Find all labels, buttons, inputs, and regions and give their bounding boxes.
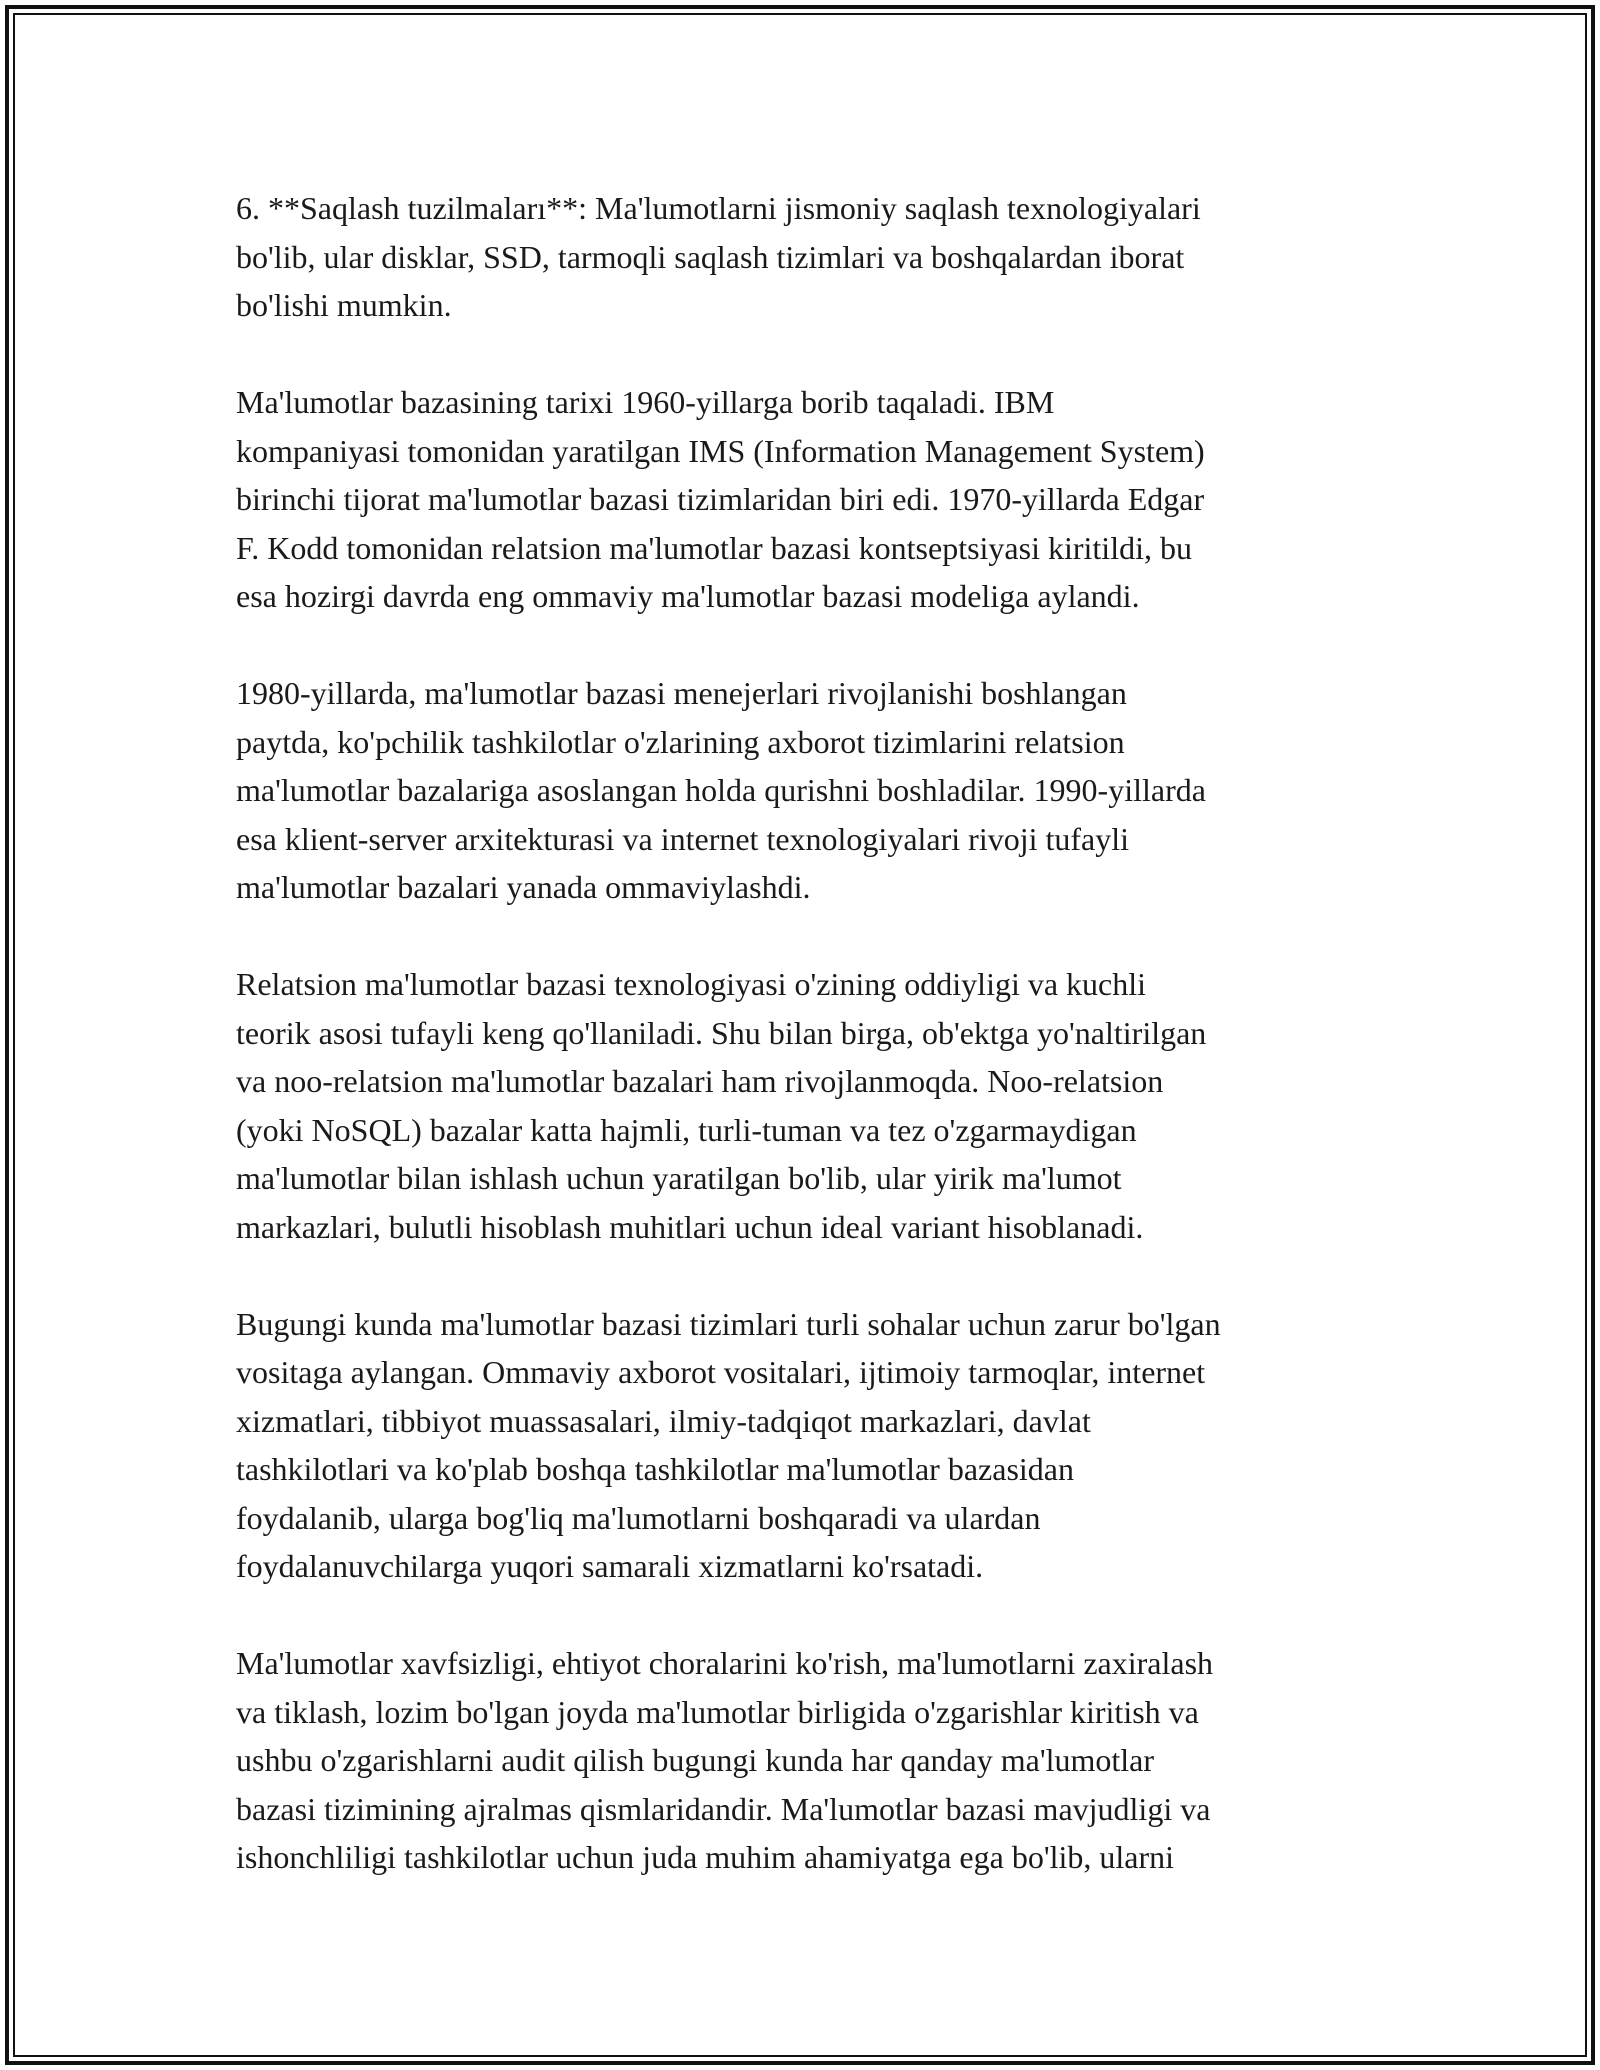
text-line: ishonchliligi tashkilotlar uchun juda muhim ahamiyatga ega bo'lib, ularni [236, 1839, 1175, 1875]
text-line: ma'lumotlar bilan ishlash uchun yaratilgan bo'lib, ular yirik ma'lumot [236, 1160, 1122, 1196]
text-line: esa hozirgi davrda eng ommaviy ma'lumotlar bazasi modeliga aylandi. [236, 578, 1140, 614]
text-line: bo'lib, ular disklar, SSD, tarmoqli saqlash tizimlari va boshqalardan iborat [236, 238, 1185, 275]
text-line: vositaga aylangan. Ommaviy axborot vositalari, ijtimoiy tarmoqlar, internet [236, 1354, 1206, 1390]
text-line: va tiklash, lozim bo'lgan joyda ma'lumotlar birligida o'zgarishlar kiritish va [236, 1693, 1199, 1730]
text-line: ma'lumotlar bazalari yanada ommaviylashdi. [236, 869, 811, 905]
text-line: F. Kodd tomonidan relatsion ma'lumotlar bazasi kontseptsiyasi kiritildi, bu [236, 529, 1192, 566]
text-line: Relatsion ma'lumotlar bazasi texnologiyasi o'zining oddiyligi va kuchli [236, 966, 1147, 1002]
text-line: ma'lumotlar bazalariga asoslangan holda qurishni boshladilar. 1990-yillarda [236, 772, 1206, 808]
text-line: kompaniyasi tomonidan yaratilgan IMS (Information Management System) [236, 432, 1205, 469]
text-line: foydalanuvchilarga yuqori samarali xizmatlarni ko'rsatadi. [236, 1548, 984, 1584]
text-line: teorik asosi tufayli keng qo'llaniladi. Shu bilan birga, ob'ektga yo'naltirilgan [236, 1014, 1207, 1051]
text-line: paytda, ko'pchilik tashkilotlar o'zlarining axborot tizimlarini relatsion [236, 723, 1125, 760]
paragraph-history [236, 378, 1376, 621]
text-line: 6. **Saqlash tuzilmaları**: Ma'lumotlarni jismoniy saqlash texnologiyalari [236, 190, 1201, 226]
text-line: (yoki NoSQL) bazalar katta hajmli, turli-tuman va tez o'zgarmaydigan [236, 1111, 1137, 1148]
text-line: esa klient-server arxitekturasi va internet texnologiyalari rivoji tufayli [236, 820, 1130, 857]
text-line: 1980-yillarda, ma'lumotlar bazasi menejerlari rivojlanishi boshlangan [236, 675, 1127, 711]
paragraph-security [236, 1639, 1376, 1882]
text-line: ushbu o'zgarishlarni audit qilish bugungi kunda har qanday ma'lumotlar [236, 1742, 1155, 1778]
text-line: bo'lishi mumkin. [236, 287, 452, 323]
text-line: foydalanib, ularga bog'liq ma'lumotlarni boshqaradi va ulardan [236, 1499, 1041, 1536]
text-line: Ma'lumotlar bazasining tarixi 1960-yillarga borib taqaladi. IBM [236, 384, 1055, 420]
text-line: bazasi tizimining ajralmas qismlaridandir. Ma'lumotlar bazasi mavjudligi va [236, 1790, 1211, 1827]
text-line: markazlari, bulutli hisoblash muhitlari uchun ideal variant hisoblanadi. [236, 1208, 1144, 1245]
text-line: Ma'lumotlar xavfsizligi, ehtiyot choralarini ko'rish, ma'lumotlarni zaxiralash [236, 1645, 1214, 1681]
paragraph-relational-nosql [236, 960, 1376, 1251]
document-body [236, 184, 1376, 1930]
paragraph-today [236, 1300, 1376, 1591]
text-line: xizmatlari, tibbiyot muassasalari, ilmiy-tadqiqot markazlari, davlat [236, 1402, 1091, 1439]
text-line: birinchi tijorat ma'lumotlar bazasi tizimlaridan biri edi. 1970-yillarda Edgar [236, 481, 1205, 517]
paragraph-1980s [236, 669, 1376, 912]
text-line: tashkilotlari va ko'plab boshqa tashkilotlar ma'lumotlar bazasidan [236, 1451, 1074, 1487]
text-line: va noo-relatsion ma'lumotlar bazalari ham rivojlanmoqda. Noo-relatsion [236, 1063, 1164, 1099]
paragraph-storage-structures [236, 184, 1376, 330]
text-line: Bugungi kunda ma'lumotlar bazasi tizimlari turli sohalar uchun zarur bo'lgan [236, 1305, 1221, 1342]
